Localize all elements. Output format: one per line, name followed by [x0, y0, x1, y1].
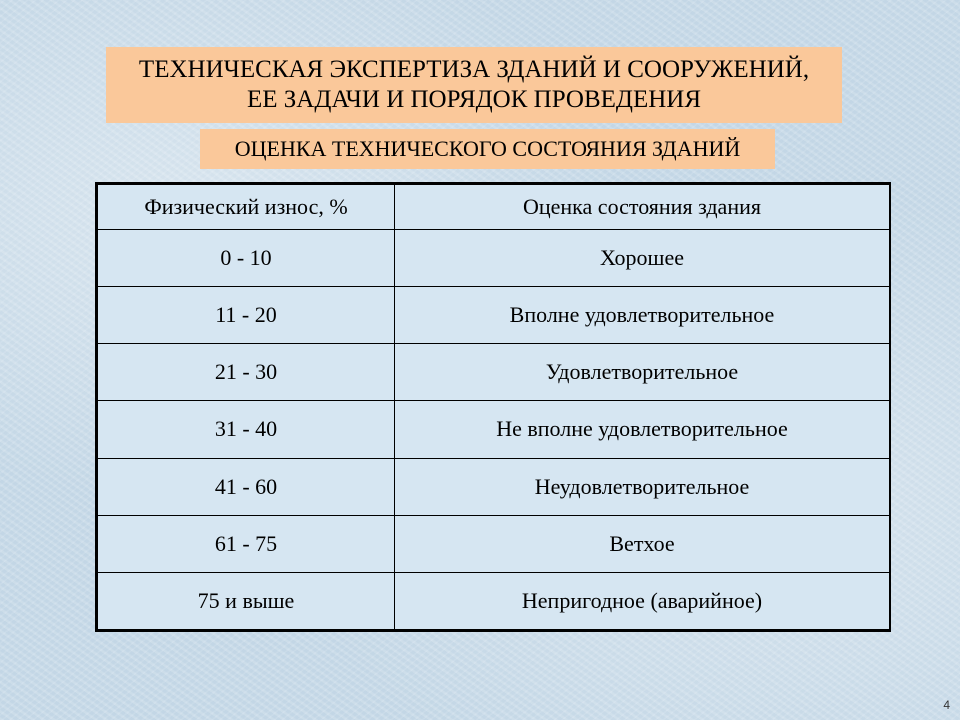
slide-title-line-1: ТЕХНИЧЕСКАЯ ЭКСПЕРТИЗА ЗДАНИЙ И СООРУЖЕНИЙ,: [138, 56, 810, 83]
table-row: [98, 515, 890, 572]
slide-subtitle: ОЦЕНКА ТЕХНИЧЕСКОГО СОСТОЯНИЯ ЗДАНИЙ: [200, 129, 775, 169]
table-row: [98, 572, 890, 629]
condition-cell: Неудовлетворительное: [395, 458, 890, 515]
condition-cell: Непригодное (аварийное): [395, 572, 890, 629]
condition-cell: Ветхое: [395, 515, 890, 572]
wear-range-cell: 41 - 60: [98, 458, 395, 515]
slide-title-box: [106, 47, 842, 123]
condition-cell: Удовлетворительное: [395, 344, 890, 401]
wear-range-cell: 61 - 75: [98, 515, 395, 572]
wear-range-cell: 11 - 20: [98, 287, 395, 344]
slide-title-line-2: ЕЕ ЗАДАЧИ И ПОРЯДОК ПРОВЕДЕНИЯ: [246, 86, 702, 113]
header-condition-assessment: Оценка состояния здания: [395, 185, 890, 230]
condition-cell: Хорошее: [395, 230, 890, 287]
condition-cell: Вполне удовлетворительное: [395, 287, 890, 344]
table-row: [98, 401, 890, 458]
wear-range-cell: 31 - 40: [98, 401, 395, 458]
wear-range-cell: 0 - 10: [98, 230, 395, 287]
table-row: [98, 458, 890, 515]
wear-assessment-table: [95, 182, 891, 632]
header-physical-wear: Физический износ, %: [98, 185, 395, 230]
page-number: 4: [943, 698, 950, 712]
table-header-row: [98, 185, 890, 230]
condition-cell: Не вполне удовлетворительное: [395, 401, 890, 458]
table-row: [98, 230, 890, 287]
table-row: [98, 344, 890, 401]
wear-range-cell: 21 - 30: [98, 344, 395, 401]
wear-range-cell: 75 и выше: [98, 572, 395, 629]
table-row: [98, 287, 890, 344]
